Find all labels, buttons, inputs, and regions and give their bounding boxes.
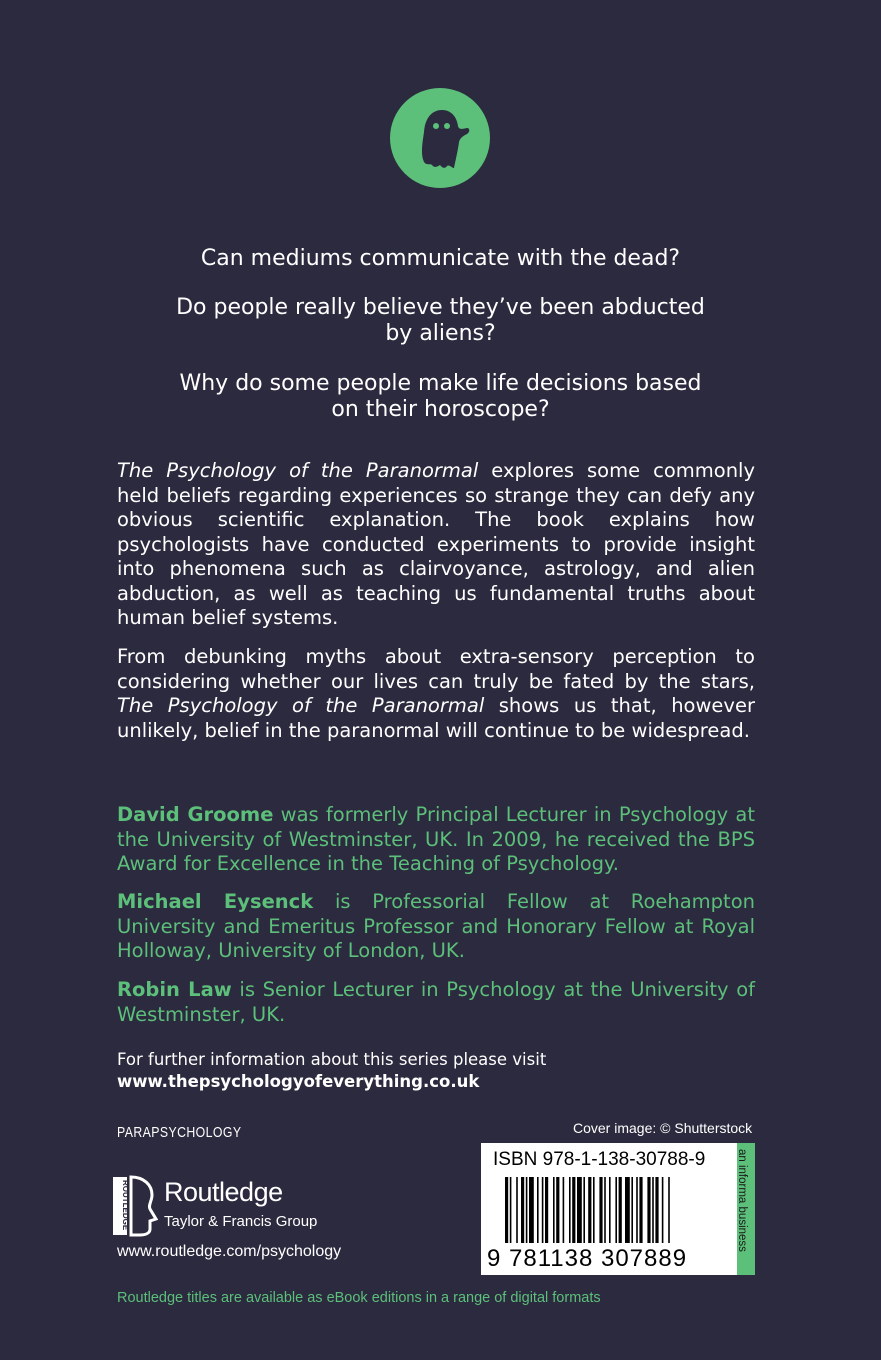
publisher-group: Taylor & Francis Group: [164, 1213, 318, 1230]
barcode-digits: 9 781138 307889: [487, 1245, 688, 1272]
question-line: by aliens?: [385, 321, 496, 346]
barcode-bars: [485, 1177, 733, 1247]
category-label: PARAPSYCHOLOGY: [117, 1124, 242, 1141]
barcode-bar: [556, 1177, 559, 1243]
blurb-text: explores some commonly held beliefs regarding experiences so strange they can defy any obvious scientific explanation. The book explains how psychologists have conducted experiments to provide insight into phenomena such as clairvoyance, astrology, and alien abduction, as well as teaching us fundamental truths about human belief systems.: [117, 459, 756, 629]
barcode-bar: [655, 1177, 658, 1243]
barcode-bar: [668, 1177, 670, 1243]
question-line: on their horoscope?: [331, 397, 550, 422]
barcode-bar: [537, 1177, 539, 1243]
publisher-name: Routledge: [164, 1177, 283, 1207]
barcode-bar: [609, 1177, 611, 1243]
barcode-bar: [529, 1177, 534, 1243]
barcode-bar: [636, 1177, 638, 1243]
ghost-icon: [390, 88, 490, 188]
isbn-number: ISBN 978-1-138-30788-9: [493, 1149, 706, 1170]
barcode-bar: [662, 1177, 664, 1243]
author-name: Michael Eysenck: [117, 890, 314, 913]
barcode-bar: [593, 1177, 595, 1243]
blurb-text: From debunking myths about extra-sensory perception to considering whether our lives can truly be fated by the stars,: [117, 645, 755, 693]
series-info: [117, 1049, 546, 1093]
logo-text: ROUTLEDGE: [121, 1180, 130, 1231]
barcode-bar: [604, 1177, 606, 1243]
barcode-bar: [652, 1177, 654, 1243]
author-bio-law: [117, 978, 755, 1027]
author-bio: was formerly Principal Lecturer in Psychology at the University of Westminster, UK. In 2009, he received the BPS Award for Excellence in the Teaching of Psychology.: [117, 803, 756, 875]
barcode-bar: [619, 1177, 622, 1243]
author-name: David Groome: [117, 803, 274, 826]
barcode-bar: [588, 1177, 591, 1243]
barcode-bar: [542, 1177, 544, 1243]
barcode-bar: [553, 1177, 555, 1243]
barcode-bar: [639, 1177, 642, 1243]
book-title: The Psychology of the Paranormal: [117, 694, 485, 717]
informa-text: an informa business: [736, 1149, 748, 1252]
blurb-paragraph-1: [117, 459, 755, 631]
publisher-url-link[interactable]: www.routledge.com/psychology: [117, 1243, 342, 1260]
barcode-bar: [526, 1177, 528, 1243]
barcode-bar: [599, 1177, 602, 1243]
question-line: Why do some people make life decisions based: [179, 371, 702, 396]
book-title: The Psychology of the Paranormal: [117, 459, 479, 482]
barcode-bar: [516, 1177, 518, 1243]
barcode-bar: [577, 1177, 582, 1243]
author-bio-eysenck: [117, 890, 755, 964]
barcode-bar: [631, 1177, 633, 1243]
barcode-bar: [647, 1177, 650, 1243]
barcode-bar: [583, 1177, 585, 1243]
question-line: Can mediums communicate with the dead?: [200, 246, 681, 271]
barcode-bar: [510, 1177, 512, 1243]
informa-strip: [737, 1143, 755, 1275]
author-bio: is Senior Lecturer in Psychology at the University of Westminster, UK.: [117, 978, 755, 1026]
author-bio-groome: [117, 803, 755, 877]
author-bio: is Professorial Fellow at Roehampton University and Emeritus Professor and Honorary Fellow at Royal Holloway, University of London, UK.: [117, 890, 755, 962]
blurb-paragraph-2: [117, 645, 755, 743]
series-url-link[interactable]: www.thepsychologyofeverything.co.uk: [117, 1072, 480, 1091]
barcode-bar: [505, 1177, 508, 1243]
author-name: Robin Law: [117, 978, 232, 1001]
blurb-text: shows us that, however unlikely, belief in the paranormal will continue to be widespread.: [117, 694, 755, 742]
barcode-bar: [521, 1177, 524, 1243]
routledge-logo-icon: [112, 1175, 158, 1237]
publisher-logo: [112, 1175, 362, 1237]
ebook-note: Routledge titles are available as eBook editions in a range of digital formats: [117, 1290, 601, 1306]
barcode-bar: [625, 1177, 630, 1243]
series-info-text: For further information about this series please visit: [117, 1050, 547, 1069]
barcode-bar: [563, 1177, 565, 1243]
barcode-bar: [569, 1177, 571, 1243]
barcode: [481, 1143, 737, 1275]
barcode-bar: [572, 1177, 575, 1243]
barcode-bar: [545, 1177, 548, 1243]
question-line: Do people really believe they’ve been abducted: [176, 295, 705, 320]
cover-credit: Cover image: © Shutterstock: [573, 1120, 753, 1136]
barcode-bar: [615, 1177, 617, 1243]
